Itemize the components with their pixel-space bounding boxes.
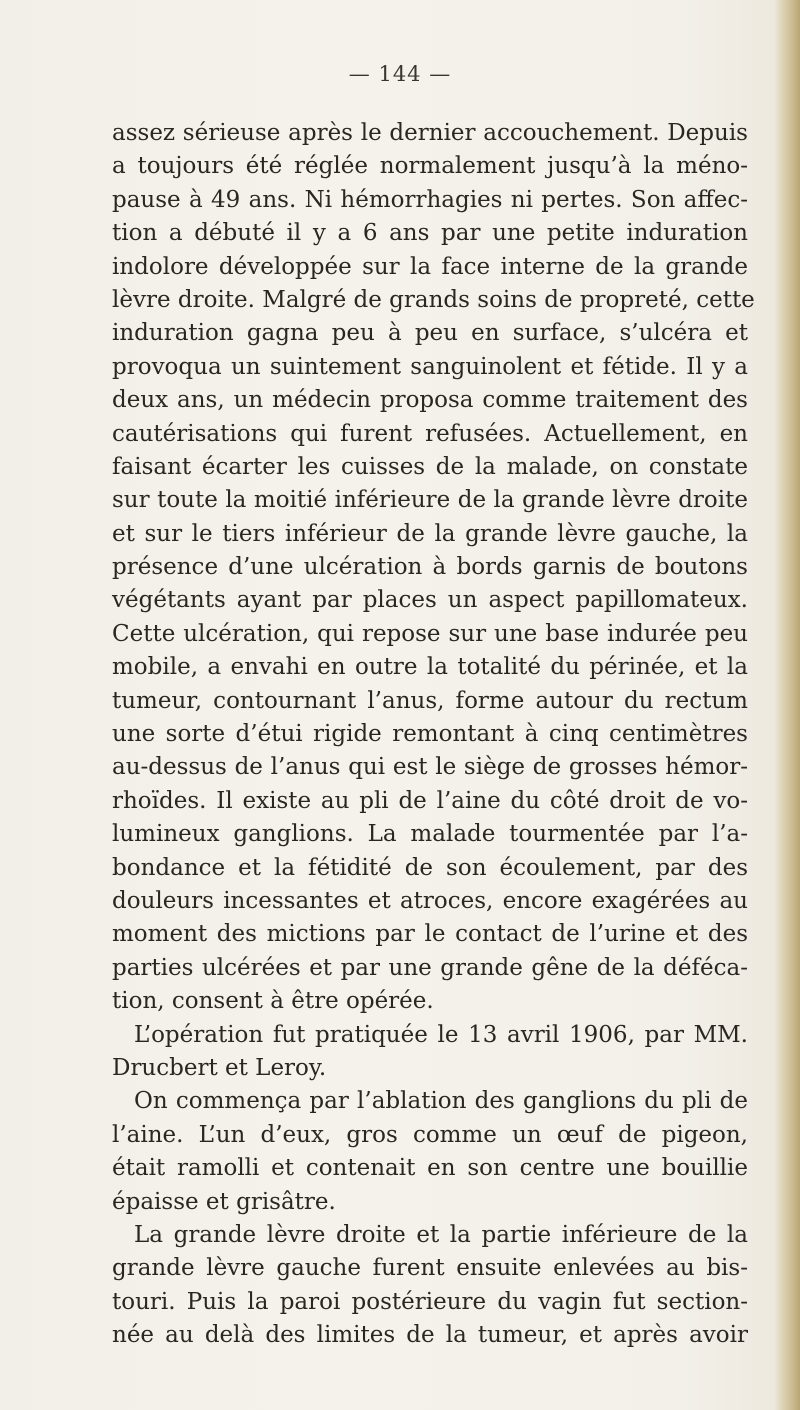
text-line: moment des mictions par le contact de l’urine et des [112,921,748,948]
text-line: faisant écarter les cuisses de la malade, on constate [112,453,748,480]
text-line: La grande lèvre droite et la partie inférieure de la [134,1221,748,1248]
text-line: induration gagna peu à peu en surface, s’ulcéra et [112,320,748,347]
text-line: épaisse et grisâtre. [112,1188,336,1215]
text-line: grande lèvre gauche furent ensuite enlevées au bis- [112,1255,748,1282]
text-line: bondance et la fétidité de son écoulement, par des [112,854,748,881]
body-text [112,117,755,1352]
text-line: cautérisations qui furent refusées. Actuellement, en [112,420,748,447]
text-line: tion, consent à être opérée. [112,988,434,1015]
text-line: tion a débuté il y a 6 ans par une petite induration [112,220,748,247]
text-line: L’opération fut pratiquée le 13 avril 1906, par MM. [134,1021,748,1048]
text-line: pause à 49 ans. Ni hémorrhagies ni pertes. Son affec- [112,186,748,213]
text-line: provoqua un suintement sanguinolent et fétide. Il y a [112,353,748,380]
text-line: Drucbert et Leroy. [112,1054,327,1081]
page-edge [774,0,800,1410]
text-line: Cette ulcération, qui repose sur une base indurée peu [112,620,748,647]
text-line: née au delà des limites de la tumeur, et après avoir [112,1322,748,1349]
text-line: On commença par l’ablation des ganglions du pli de [134,1088,748,1115]
text-line: rhoïdes. Il existe au pli de l’aine du côté droit de vo- [112,787,748,814]
text-line: au-dessus de l’anus qui est le siège de grosses hémor- [112,754,748,781]
text-line: touri. Puis la paroi postérieure du vagin fut section- [112,1288,748,1315]
text-line: était ramolli et contenait en son centre une bouillie [112,1155,748,1182]
text-line: lèvre droite. Malgré de grands soins de propreté, cette [112,286,755,313]
text-line: mobile, a envahi en outre la totalité du périnée, et la [112,654,748,681]
text-line: végétants ayant par places un aspect papillomateux. [112,587,748,614]
text-line: assez sérieuse après le dernier accouchement. Depuis [112,120,748,146]
text-line: lumineux ganglions. La malade tourmentée par l’a- [112,821,748,848]
text-line: l’aine. L’un d’eux, gros comme un œuf de pigeon, [112,1121,748,1148]
page-number: — 144 — [348,62,452,86]
text-line: deux ans, un médecin proposa comme traitement des [112,387,748,414]
text-line: sur toute la moitié inférieure de la grande lèvre droite [112,487,748,514]
text-line: douleurs incessantes et atroces, encore exagérées au [112,887,748,914]
text-line: indolore développée sur la face interne de la grande [112,253,748,280]
text-line: tumeur, contournant l’anus, forme autour du rectum [112,687,748,714]
text-line: une sorte d’étui rigide remontant à cinq centimètres [112,721,748,748]
text-line: et sur le tiers inférieur de la grande lèvre gauche, la [112,520,748,547]
text-line: a toujours été réglée normalement jusqu’à la méno- [112,153,748,180]
text-line: présence d’une ulcération à bords garnis de boutons [112,554,748,581]
text-line: parties ulcérées et par une grande gêne de la déféca- [112,954,748,981]
